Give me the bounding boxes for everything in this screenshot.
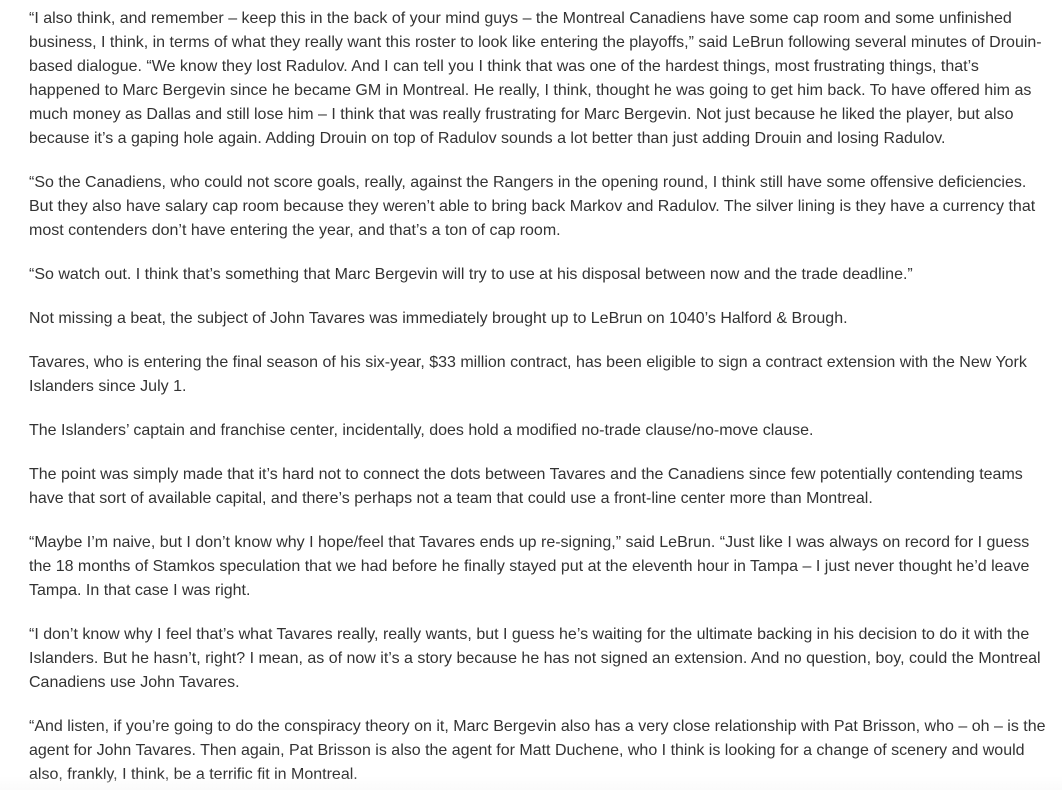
article-paragraph: Not missing a beat, the subject of John Tavares was immediately brought up to LeBrun on 1040’s Halford & Brough. bbox=[29, 307, 1053, 331]
article-paragraph: “And listen, if you’re going to do the conspiracy theory on it, Marc Bergevin also has a very close relationship with Pat Brisson, who – oh – is the agent for John Tavares. Then again, Pat Brisson is also the agent for Matt Duchene, who I think is looking for a change of scenery and would also, frankly, I think, be a terrific fit in Montreal. bbox=[29, 715, 1053, 787]
article-paragraph: “Maybe I’m naive, but I don’t know why I hope/feel that Tavares ends up re-signing,” said LeBrun. “Just like I was always on record for I guess the 18 months of Stamkos speculation that we had before he finally stayed put at the eleventh hour in Tampa – I just never thought he’d leave Tampa. In that case I was right. bbox=[29, 531, 1053, 603]
article-paragraph: “I don’t know why I feel that’s what Tavares really, really wants, but I guess he’s waiting for the ultimate backing in his decision to do it with the Islanders. But he hasn’t, right? I mean, as of now it’s a story because he has not signed an extension. And no question, boy, could the Montreal Canadiens use John Tavares. bbox=[29, 623, 1053, 695]
article-paragraph: The Islanders’ captain and franchise center, incidentally, does hold a modified no-trade clause/no-move clause. bbox=[29, 419, 1053, 443]
article-body bbox=[29, 7, 1053, 807]
article-paragraph: “So watch out. I think that’s something that Marc Bergevin will try to use at his disposal between now and the trade deadline.” bbox=[29, 263, 1053, 287]
article-paragraph: “I also think, and remember – keep this in the back of your mind guys – the Montreal Canadiens have some cap room and some unfinished business, I think, in terms of what they really want this roster to look like entering the playoffs,” said LeBrun following several minutes of Drouin-based dialogue. “We know they lost Radulov. And I can tell you I think that was one of the hardest things, most frustrating things, that’s happened to Marc Bergevin since he became GM in Montreal. He really, I think, thought he was going to get him back. To have offered him as much money as Dallas and still lose him – I think that was really frustrating for Marc Bergevin. Not just because he liked the player, but also because it’s a gaping hole again. Adding Drouin on top of Radulov sounds a lot better than just adding Drouin and losing Radulov. bbox=[29, 7, 1053, 151]
article-paragraph: “So the Canadiens, who could not score goals, really, against the Rangers in the opening round, I think still have some offensive deficiencies. But they also have salary cap room because they weren’t able to bring back Markov and Radulov. The silver lining is they have a currency that most contenders don’t have entering the year, and that’s a ton of cap room. bbox=[29, 171, 1053, 243]
article-paragraph: The point was simply made that it’s hard not to connect the dots between Tavares and the Canadiens since few potentially contending teams have that sort of available capital, and there’s perhaps not a team that could use a front-line center more than Montreal. bbox=[29, 463, 1053, 511]
article-paragraph: Tavares, who is entering the final season of his six-year, $33 million contract, has been eligible to sign a contract extension with the New York Islanders since July 1. bbox=[29, 351, 1053, 399]
